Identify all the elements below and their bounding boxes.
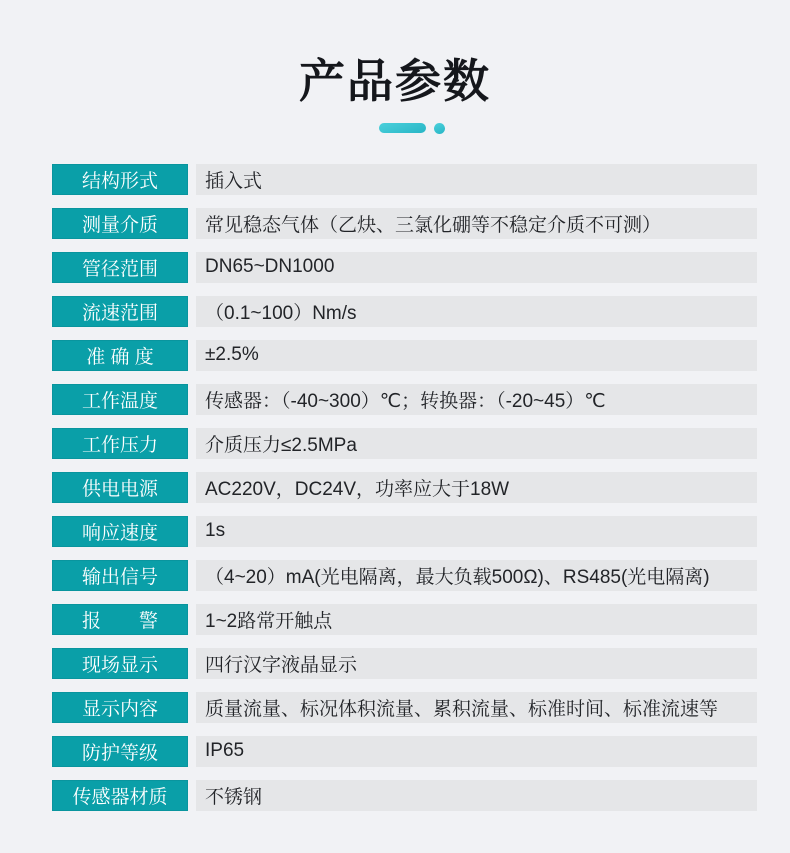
parameter-label: 报 警 (52, 604, 188, 635)
row-gap (188, 692, 196, 723)
parameter-row (52, 648, 757, 679)
row-gap (188, 648, 196, 679)
parameter-label: 防护等级 (52, 736, 188, 767)
parameter-value: ±2.5% (196, 340, 757, 371)
parameter-label: 输出信号 (52, 560, 188, 591)
parameter-row (52, 780, 757, 811)
parameter-value: 插入式 (196, 164, 757, 195)
parameter-value: 质量流量、标况体积流量、累积流量、标准时间、标准流速等 (196, 692, 757, 723)
row-gap (188, 472, 196, 503)
parameter-row (52, 296, 757, 327)
row-gap (188, 208, 196, 239)
row-gap (188, 780, 196, 811)
parameter-value: AC220V，DC24V，功率应大于18W (196, 472, 757, 503)
parameter-value: （0.1~100）Nm/s (196, 296, 757, 327)
page-title: 产品参数 (299, 55, 491, 107)
row-gap (188, 164, 196, 195)
parameter-label: 响应速度 (52, 516, 188, 547)
parameter-value: IP65 (196, 736, 757, 767)
parameter-label: 管径范围 (52, 252, 188, 283)
parameter-value: DN65~DN1000 (196, 252, 757, 283)
parameter-label: 供电电源 (52, 472, 188, 503)
row-gap (188, 428, 196, 459)
title-underline (379, 123, 445, 134)
parameter-label: 准 确 度 (52, 340, 188, 371)
row-gap (188, 736, 196, 767)
parameter-label: 测量介质 (52, 208, 188, 239)
parameter-value: （4~20）mA(光电隔离，最大负载500Ω)、RS485(光电隔离) (196, 560, 757, 591)
parameter-row (52, 560, 757, 591)
row-gap (188, 296, 196, 327)
underline-dot-decoration (434, 123, 445, 134)
page-header (0, 0, 790, 134)
parameter-value: 传感器：（-40~300）℃；转换器：（-20~45）℃ (196, 384, 757, 415)
parameter-value: 常见稳态气体（乙炔、三氯化硼等不稳定介质不可测） (196, 208, 757, 239)
parameter-row (52, 252, 757, 283)
parameter-label: 现场显示 (52, 648, 188, 679)
parameter-row (52, 516, 757, 547)
parameter-label: 工作压力 (52, 428, 188, 459)
row-gap (188, 516, 196, 547)
parameter-label: 结构形式 (52, 164, 188, 195)
parameter-row (52, 340, 757, 371)
parameter-label: 显示内容 (52, 692, 188, 723)
row-gap (188, 560, 196, 591)
parameter-value: 1~2路常开触点 (196, 604, 757, 635)
parameter-table (52, 164, 757, 811)
parameter-label: 工作温度 (52, 384, 188, 415)
row-gap (188, 340, 196, 371)
parameter-value: 1s (196, 516, 757, 547)
underline-bar-decoration (379, 123, 426, 133)
parameter-row (52, 208, 757, 239)
parameter-value: 介质压力≤2.5MPa (196, 428, 757, 459)
row-gap (188, 252, 196, 283)
parameter-row (52, 472, 757, 503)
parameter-row (52, 692, 757, 723)
parameter-row (52, 428, 757, 459)
parameter-label: 传感器材质 (52, 780, 188, 811)
parameter-row (52, 736, 757, 767)
row-gap (188, 384, 196, 415)
parameter-row (52, 384, 757, 415)
parameter-row (52, 164, 757, 195)
row-gap (188, 604, 196, 635)
parameter-value: 四行汉字液晶显示 (196, 648, 757, 679)
parameter-row (52, 604, 757, 635)
parameter-value: 不锈钢 (196, 780, 757, 811)
parameter-label: 流速范围 (52, 296, 188, 327)
